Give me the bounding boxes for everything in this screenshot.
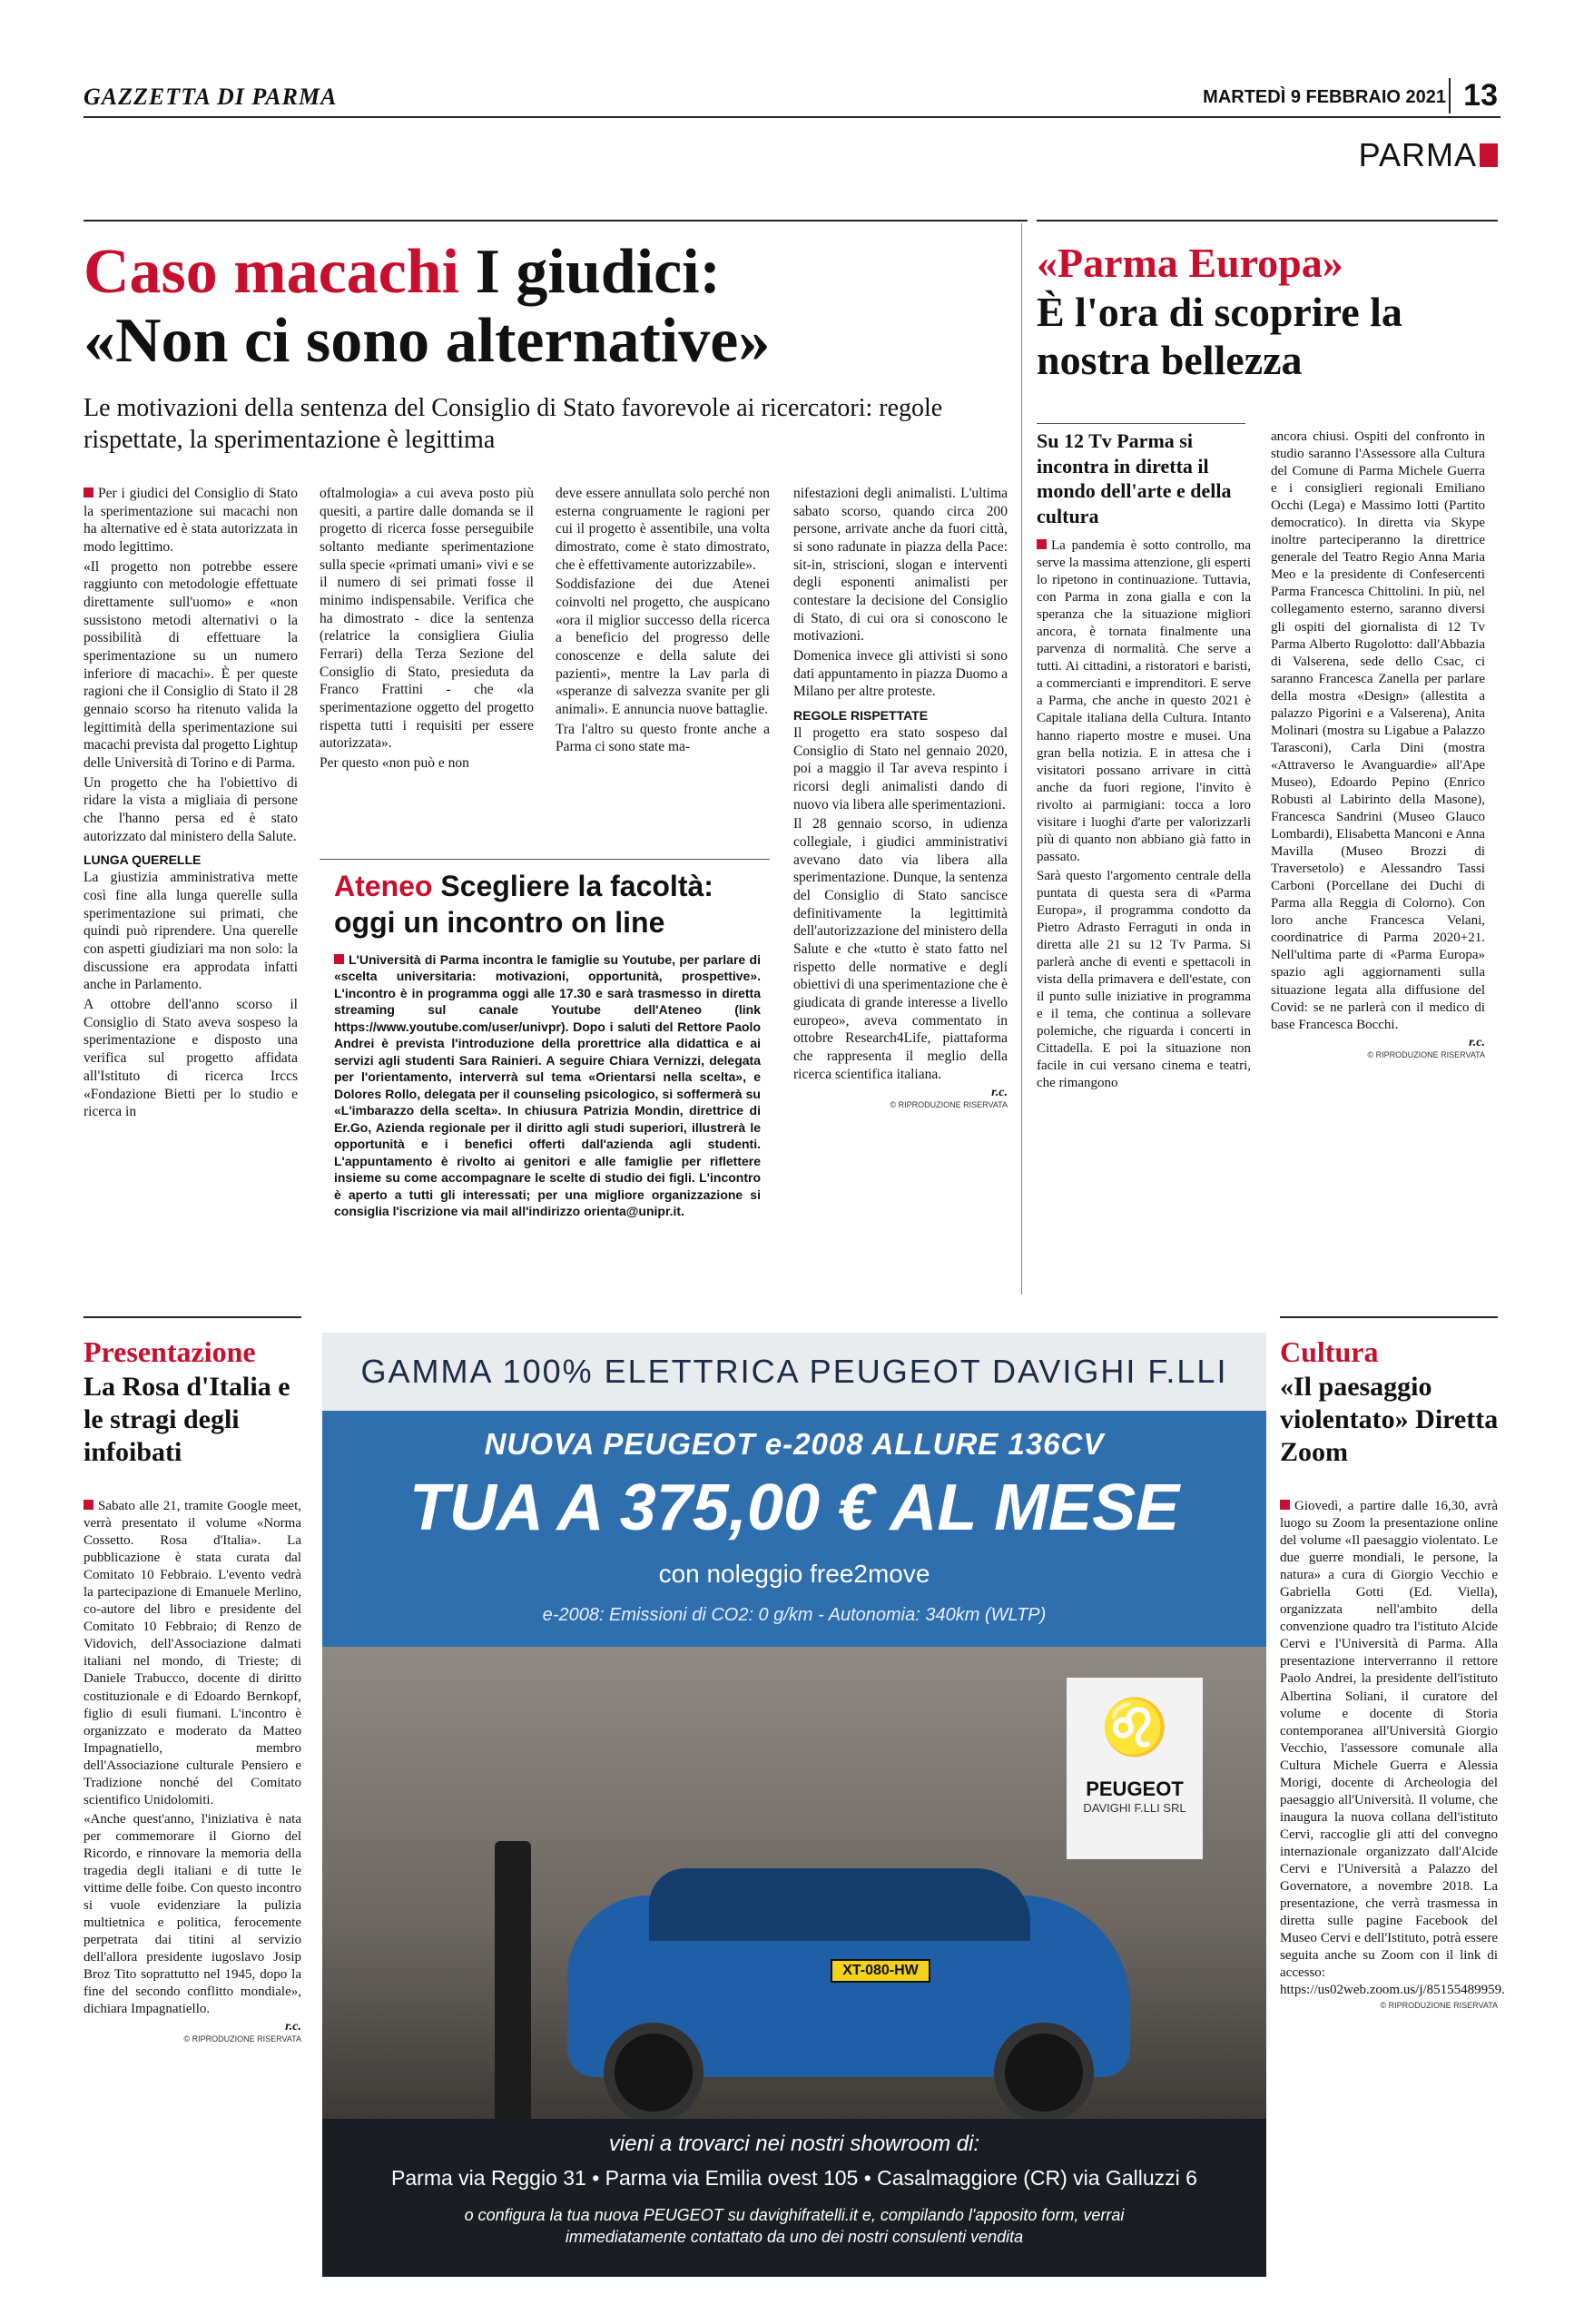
author-signature: r.c. xyxy=(991,1085,1008,1099)
paragraph: Sabato alle 21, tramite Google meet, verrà presentato il volume «Norma Cossetto. Rosa d'Italia». La pubblicazione è stata curata dal Comitato 10 Febbraio. L'evento vedrà la partecipazione di Emanuele Merlino, co-autore del libro e presidente del Comitato 10 Febbraio; di Renzo de Vidovich, dell'Associazione dalmati italiani nel mondo, di Trieste; di Daniele Trabucco, docente di diritto costituzionale e di Edoardo Bernkopf, figlio di esuli fiumani. L'incontro è organizzato e moderato da Matteo Impagnatiello, membro dell'Associazione culturale Pensiero e Tradizione nonché del Comitato scientifico Unidolomiti. xyxy=(84,1499,301,1807)
main-column-1 xyxy=(84,485,298,1293)
paragraph: Per questo «non può e non xyxy=(320,755,469,772)
car-wheel-rear xyxy=(994,2023,1094,2122)
paragraph: «Il progetto non potrebbe essere raggiunto con metodologie effettuate direttamente sull'uomo» e «non sussistono metodi alternativi o la possibilità di effettuare la sperimentazione su un numero inferiore di macachi». È per queste ragioni che il Consiglio di Stato il 28 gennaio scorso ha ritenuto valida la legittimità della sperimentazione sui macachi prevista dal progetto Lightup delle Università di Torino e di Parma. xyxy=(84,558,298,772)
ad-specs: e-2008: Emissioni di CO2: 0 g/km - Autonomia: 340km (WLTP) xyxy=(542,1605,1047,1625)
ad-dealer: DAVIGHI F.LLI SRL xyxy=(1083,1801,1186,1815)
paragraph: Tra l'altro su questo fronte anche a Parma ci sono state ma- xyxy=(556,721,770,755)
europa-kicker: «Parma Europa» xyxy=(1037,240,1343,286)
cultura-title: «Il paesaggio violentato» Diretta Zoom xyxy=(1280,1372,1499,1467)
section-label: PARMA xyxy=(1358,136,1477,173)
cultura-kicker: Cultura xyxy=(1280,1335,1379,1368)
ad-rent: con noleggio free2move xyxy=(658,1560,930,1588)
copyright-note: © RIPRODUZIONE RISERVATA xyxy=(890,1099,1008,1109)
europa-column-1 xyxy=(1037,537,1251,1291)
copyright-note: © RIPRODUZIONE RISERVATA xyxy=(1367,1049,1485,1059)
headline-part: I giudici: xyxy=(475,237,721,307)
page-number: 13 xyxy=(1449,78,1498,113)
author-signature: r.c. xyxy=(1469,1035,1485,1049)
paragraph: Il 28 gennaio scorso, in udienza collegiale, i giudici amministrativi avevano dato via libera alla sperimentazione. Dunque, la sentenza del Consiglio di Stato sancisce definitivamente la legittimità dell'autorizzazione del ministero della Salute e che «tutto è stato fatto nel rispetto delle normative e degli obiettivi di una sperimentazione che è giudicata di grande interesse a livello europeo», aveva commentato in ottobre Research4Life, piattaforma che rappresenta il meglio della ricerca scientifica italiana. xyxy=(793,816,1008,1082)
presentazione-body xyxy=(84,1498,301,2288)
ateneo-body xyxy=(334,951,761,1296)
paragraph: Il progetto era stato sospeso dal Consiglio di Stato nel gennaio 2020, poi a maggio il Tar aveva respinto i ricorsi degli animalisti dando di nuovo via libera alle sperimentazioni. xyxy=(793,725,1008,812)
presentazione-title: La Rosa d'Italia e le stragi degli infoibati xyxy=(84,1372,290,1467)
issue-date: MARTEDÌ 9 FEBBRAIO 2021 xyxy=(1203,87,1446,107)
paragraph: Un progetto che ha l'obiettivo di ridare la vista a migliaia di persone che l'hanno persa ed è stato autorizzato dal ministero della Salute. xyxy=(84,774,298,844)
paragraph: deve essere annullata solo perché non esterna congruamente le ragioni per cui il progetto è assentibile, una volta dimostrato, come è stato dimostrato, che è effettivamente autorizzabile». xyxy=(556,486,770,573)
ateneo-title-line1: Scegliere la facoltà: xyxy=(440,870,713,902)
ad-price: TUA A 375,00 € AL MESE xyxy=(408,1472,1180,1544)
crosshead: LUNGA QUERELLE xyxy=(84,852,202,868)
copyright-note: © RIPRODUZIONE RISERVATA xyxy=(1380,2001,1498,2011)
bullet-square xyxy=(1280,1500,1290,1510)
ateneo-title-line2: oggi un incontro on line xyxy=(334,906,665,939)
bullet-square xyxy=(1037,539,1047,549)
paragraph: La giustizia amministrativa mette così fine alla lunga querelle sulla sperimentazione sui primati, che quindi può riprendere. Una querelle con aspetti giudiziari ma non solo: la discussione era approdata infatti anche in Parlamento. xyxy=(84,870,298,993)
paragraph: Soddisfazione dei due Atenei coinvolti nel progetto, che auspicano «ora il miglior successo della ricerca a beneficio del progresso delle conoscenze e della salute dei pazienti», mentre la Lav parla di «speranze di salvezza svanite per gli animali». E annuncia nuove battaglie. xyxy=(556,576,770,718)
europa-column-2 xyxy=(1271,428,1485,1291)
ad-visit: vieni a trovarci nei nostri showroom di: xyxy=(608,2132,980,2156)
bullet-square xyxy=(84,1500,93,1510)
cultura-top-rule xyxy=(1280,1316,1498,1318)
cultura-body xyxy=(1280,1498,1505,2288)
charging-station xyxy=(495,1841,531,2132)
side-top-rule xyxy=(1037,220,1498,222)
paragraph: Giovedì, a partire dalle 16,30, avrà luogo su Zoom la presentazione online del volume «Il paesaggio violentato. Le due guerre mondiali, le persone, la natura» a cura di Giorgio Vecchio e Gabriella Gotti (Ed. Viella), organizzata nell'ambito della convenzione quadro tra l'istituto Alcide Cervi e l'Università di Parma. Alla presentazione interverranno il rettore Paolo Andrei, la presidente dell'istituto Albertina Soliani, il curatore del volume e docente di Storia contemporanea all'Università Giorgio Vecchio, l'assessore comunale alla Cultura Michele Guerra e Alessia Morigi, docente di Archeologia del paesaggio all'Università. Il volume, che inaugura la nuova collana dell'istituto Cervi, raccoglie gli atti del convegno internazionale organizzato dall'Alcide Cervi e l'Università a Palazzo del Governatore, a novembre 2018. La presentazione, che verrà trasmessa in diretta sulle pagine Facebook del Museo Cervi e dell'Istituto, potrà essere seguita anche su Zoom con il link di accesso: https://us02web.zoom.us/j/85155489959. xyxy=(1280,1499,1505,1998)
main-headline xyxy=(84,238,1009,375)
paragraph: Domenica invece gli attivisti si sono dati appuntamento in piazza Duomo a Milano per altre proteste. xyxy=(793,648,1008,700)
headline-kicker: Caso macachi xyxy=(84,237,460,307)
crosshead: REGOLE RISPETTATE xyxy=(793,708,929,724)
main-top-rule xyxy=(84,220,1028,222)
ateneo-text: L'Università di Parma incontra le famiglie su Youtube, per parlare di «scelta universitaria: motivazioni, opportunità, prospettive». L'incontro è in programma oggi alle 17.30 e sarà trasmesso in diretta streaming sul canale Youtube dell'Ateneo (link https://www.youtube.com/user/univpr). Dopo i saluti del Rettore Paolo Andrei è prevista l'introduzione della prorettrice alla didattica e ai servizi agli studenti Sara Rainieri. A seguire Chiara Vernizzi, delegata per l'orientamento, interverrà sul tema «Orientarsi nella scelta», e Dolores Rollo, delegata per il counseling psicologico, si soffermerà su «L'imbarazzo della scelta». In chiusura Patrizia Mondin, direttrice di Er.Go, Azienda regionale per il diritto agli studi superiori, illustrerà le opportunità e i benefici offerti dall'azienda agli studenti. L'appuntamento è rivolto ai genitori e alle famiglie per riflettere insieme su come accompagnare le scelte di studio dei figli. L'incontro è aperto a tutti gli interessati; per una migliore organizzazione si consiglia l'iscrizione via mail all'indirizzo orienta@unipr.it. xyxy=(334,952,761,1219)
paragraph: «Anche quest'anno, l'iniziativa è nata per commemorare il Giorno del Ricordo, e rinnovare la memoria della tragedia degli italiani e di tutte le vittime delle foibe. Con questo incontro si vuole evidenziare la pulizia multietnica e politica, ferocemente perpetrata dai titini al servizio dell'allora presidente iugoslavo Josip Broz Tito soprattutto nel 1945, dopo la fine del secondo conflitto mondiale», dichiara Impagnatiello. xyxy=(84,1811,301,2017)
ad-model: NUOVA PEUGEOT e-2008 ALLURE 136CV xyxy=(484,1427,1105,1461)
main-column-4 xyxy=(793,485,1008,1265)
lion-icon: ♌ xyxy=(1100,1696,1169,1759)
peugeot-logo-panel xyxy=(1067,1678,1203,1859)
column-divider xyxy=(1021,223,1022,1295)
main-column-2 xyxy=(320,485,534,848)
copyright-note: © RIPRODUZIONE RISERVATA xyxy=(183,2034,301,2044)
license-plate: XT-080-HW xyxy=(831,1959,930,1983)
paragraph: ancora chiusi. Ospiti del confronto in studio saranno l'Assessore alla Cultura del Comune di Parma Michele Guerra e i consiglieri regionali Emiliano Occhi (Lega) e Massimo Iotti (Partito democratico). In diretta via Skype inoltre parteciperanno la direttrice generale del Teatro Regio Anna Maria Meo e la presidente di Confesercenti Parma Francesca Chittolini. In più, nel collegamento esterno, saranno diversi gli ospiti del giornalista di 12 Tv Parma Alberto Rugolotto: dall'Abbazia di Valserena, sede dello Csac, ci saranno Francesca Zanella per parlare della mostra «Design» (allestita a palazzo Pigorini e a Valserena), Anita Molinari (mostra su Ligabue a Palazzo Tarasconi), Carla Dini (mostra «Attraverso le Avanguardie» all'Ape Museo), Edoardo Pepino (Enrico Robusti al Labirinto della Masone), Francesca Sandrini (Museo Glauco Lombardi), Elisabetta Manconi e Anna Mavilla (Museo Brozzi di Traversetolo) e Alessandro Tassi Carboni (Porcellane dei Duchi di Parma alla Reggia di Colorno). Con loro anche Francesca Velani, coordinatrice di Parma 2020+21. Nell'ultima parte di «Parma Europa» spazio agli aggiornamenti sulla situazione legata alla diffusione del Covid: se ne parlerà con il medico di base Francesca Bocchi. xyxy=(1271,429,1485,1032)
presentazione-kicker: Presentazione xyxy=(84,1335,256,1368)
paragraph: nifestazioni degli animalisti. L'ultima sabato scorso, quando circa 200 persone, arrivate anche da fuori città, si sono radunate in piazza della Pace: sit-in, striscioni, slogan e interventi degli esponenti animalisti per contestare la decisione del Consiglio di Stato, di cui ora si conoscono le motivazioni. xyxy=(793,486,1008,645)
paragraph: Per i giudici del Consiglio di Stato la sperimentazione sui macachi non ha alternative ed è stata autorizzata in modo legittimo. xyxy=(84,486,298,556)
ateneo-kicker: Ateneo xyxy=(334,870,433,902)
europa-title: È l'ora di scoprire la nostra bellezza xyxy=(1037,289,1402,383)
main-column-3 xyxy=(556,485,770,848)
main-subheading: Le motivazioni della sentenza del Consiglio di Stato favorevole ai ricercatori: regole rispettate, la sperimentazione è legittima xyxy=(84,394,943,454)
ateneo-rule xyxy=(320,859,770,860)
paragraph: A ottobre dell'anno scorso il Consiglio di Stato aveva sospeso la sperimentazione e disposto una verifica sul progetto affidata all'Istituto di ricerca Irccs «Fondazione Bietti per lo studio e ricerca in xyxy=(84,997,298,1120)
presentazione-top-rule xyxy=(84,1316,301,1318)
ad-brand: PEUGEOT xyxy=(1086,1777,1184,1800)
europa-subheading: Su 12 Tv Parma si incontra in diretta il mondo dell'arte e della cultura xyxy=(1037,429,1232,527)
paragraph: oftalmologia» a cui aveva posto più quesiti, a partire dalle domanda se il progetto di ricerca fosse perseguibile soltanto mediante sperimentazione sulla specie «primati umani» vivi e se il numero di sei primati fosse il minimo indispensabile. Verifica che ha dimostrato - dice la sentenza (relatrice la consigliera Giulia Ferrari) della Terza Sezione del Consiglio di Stato, presieduta da Franco Frattini - che «la sperimentazione oggetto del progetto rispetta tutti i requisiti per essere autorizzata». xyxy=(320,486,534,752)
paragraph: La pandemia è sotto controllo, ma serve la massima attenzione, gli esperti lo ripetono in continuazione. Tuttavia, con Parma in zona gialla e con la speranza che la situazione migliori ancora, è tornata finalmente una parvenza di normalità. Che serve a tutti. Ai cittadini, a ristoratori e baristi, a commercianti e imprenditori. E serve a Parma, che anche in questo 2021 è Capitale italiana della Cultura. Intanto hanno riaperto mostre e musei. Una gran bella notizia. E in attesa che i visitatori possano arrivare in città anche da fuori regione, l'invito è rivolto ai parmigiani: tocca a loro visitare i luoghi d'arte per valorizzarli più di quanto non abbiano già fatto in passato. xyxy=(1037,538,1251,864)
bullet-square xyxy=(334,954,344,964)
section-marker xyxy=(1480,143,1498,167)
ad-addresses: Parma via Reggio 31 • Parma via Emilia ovest 105 • Casalmaggiore (CR) via Galluzzi 6 xyxy=(391,2166,1197,2190)
author-signature: r.c. xyxy=(285,2020,301,2034)
header-rule xyxy=(84,116,1500,118)
masthead: GAZZETTA DI PARMA xyxy=(84,84,338,110)
headline-line2: «Non ci sono alternative» xyxy=(84,305,771,376)
peugeot-advertisement[interactable] xyxy=(322,1333,1266,2277)
ateneo-title xyxy=(334,868,761,940)
europa-sub-rule xyxy=(1037,423,1245,424)
car-wheel-front xyxy=(604,2023,703,2122)
ad-config[interactable]: o configura la tua nuova PEUGEOT su davighifratelli.it e, compilando l'apposito form, verrai immediatamente contattato da uno dei nostri consulenti vendita xyxy=(464,2206,1125,2247)
paragraph: Sarà questo l'argomento centrale della puntata di questa sera di «Parma Europa», il programma condotto da Pietro Adrasto Ferraguti in onda in diretta alle 21 su 12 Tv Parma. Si parlerà anche di eventi e spettacoli in vista della primavera e dell'estate, con il punto sulle iniziative in programma e il tema, che continua a sollevare polemiche, che riguarda i concerti in Cittadella. E poi la situazione non facile in cui versano cinema e teatri, che rimangono xyxy=(1037,868,1251,1091)
car-windows xyxy=(649,1868,1030,1941)
ad-top-text: GAMMA 100% ELETTRICA PEUGEOT DAVIGHI F.LLI xyxy=(360,1353,1228,1390)
bullet-square xyxy=(84,487,93,497)
